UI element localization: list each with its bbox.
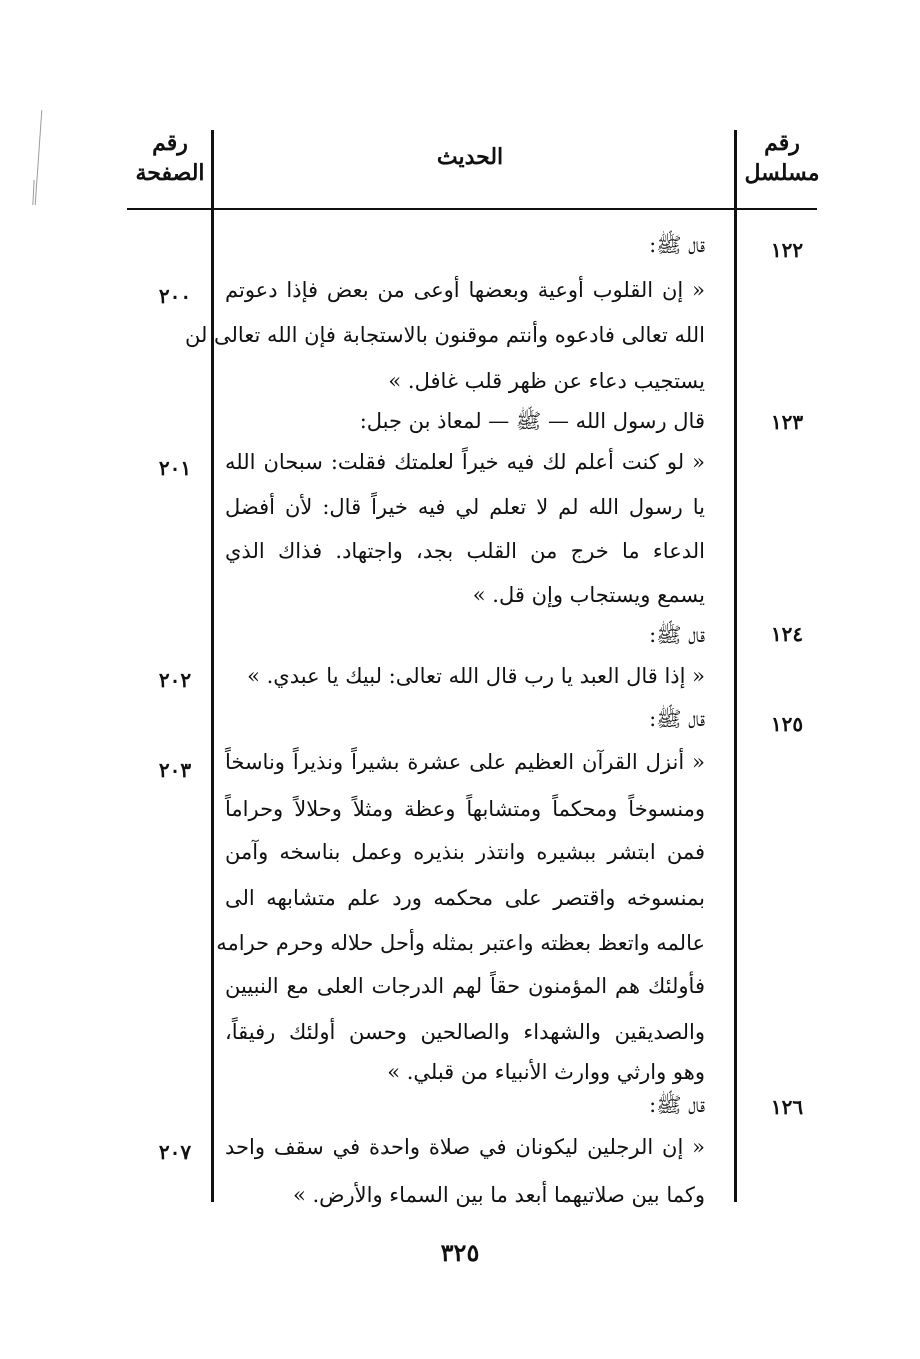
hadith-text-line: قال رسول الله — ﷺ — لمعاذ بن جبل: bbox=[359, 409, 705, 433]
hadith-column-header: الحديث bbox=[436, 144, 504, 170]
hadith-text-line: الدعاء ما خرج من القلب بجد، واجتهاد. فذاك الذي bbox=[225, 539, 705, 563]
page-number: ٣٢٥ bbox=[440, 1238, 480, 1267]
hadith-text-line: « لو كنت أعلم لك فيه خيراً لعلمتك فقلت: سبحان الله bbox=[225, 450, 705, 474]
hadith-text-line: « أنزل القرآن العظيم على عشرة بشيراً ونذيراً وناسخاً bbox=[225, 750, 705, 774]
hadith-text-line: قال ﷺ: bbox=[649, 623, 705, 647]
serial-column-header bbox=[742, 128, 822, 188]
serial-header-line2: مسلسل bbox=[744, 160, 820, 186]
hadith-text-line: الله تعالى فادعوه وأنتم موقنون بالاستجابة فإن الله تعالى لن bbox=[184, 323, 705, 347]
page-reference: ٢٠٧ bbox=[158, 1140, 192, 1164]
serial-number: ١٢٦ bbox=[770, 1095, 804, 1119]
page-header-line2: الصفحة bbox=[135, 160, 205, 186]
scan-mark bbox=[35, 110, 43, 205]
hadith-text-line: ومنسوخاً ومحكماً ومتشابهاً وعظة ومثلاً وحلالاً وحراماً bbox=[225, 797, 705, 821]
page-reference: ٢٠٣ bbox=[158, 758, 192, 782]
hadith-text-line: قال ﷺ: bbox=[649, 1093, 705, 1117]
page-reference: ٢٠٠ bbox=[158, 284, 192, 308]
hadith-text-line: « إذا قال العبد يا رب قال الله تعالى: لبيك يا عبدي. » bbox=[247, 664, 705, 688]
hadith-text-line: عالمه واتعظ بعظته واعتبر بمثله وأحل حلاله وحرم حرامه bbox=[216, 931, 705, 955]
serial-number: ١٢٥ bbox=[770, 712, 804, 736]
hadith-text-line: والصديقين والشهداء والصالحين وحسن أولئك رفيقاً، bbox=[225, 1020, 705, 1044]
page-header-line1: رقم bbox=[152, 130, 188, 156]
hadith-text-line: يسمع ويستجاب وإن قل. » bbox=[472, 583, 705, 607]
hadith-text-line: وكما بين صلاتيهما أبعد ما بين السماء والأرض. » bbox=[292, 1183, 705, 1207]
header-rule bbox=[127, 208, 817, 210]
page-column-header bbox=[130, 128, 210, 188]
hadith-text-line: فأولئك هم المؤمنون حقاً لهم الدرجات العلى مع النبيين bbox=[225, 974, 705, 998]
serial-column-divider bbox=[734, 130, 737, 1202]
hadith-text-line: بمنسوخه واقتصر على محكمه ورد علم متشابهه الى bbox=[225, 886, 705, 910]
hadith-text-line: قال ﷺ: bbox=[649, 233, 705, 257]
page-reference: ٢٠٢ bbox=[158, 668, 192, 692]
serial-number: ١٢٣ bbox=[770, 410, 804, 434]
hadith-text-line: « إن القلوب أوعية وبعضها أوعى من بعض فإذا دعوتم bbox=[225, 278, 705, 302]
hadith-text-line: يا رسول الله لم لا تعلم لي فيه خيراً قال: لأن أفضل bbox=[225, 495, 705, 519]
serial-number: ١٢٢ bbox=[770, 238, 804, 262]
page-column-divider bbox=[211, 130, 214, 1202]
hadith-text-line: قال ﷺ: bbox=[649, 707, 705, 731]
hadith-text-line: فمن ابتشر ببشيره وانتذر بنذيره وعمل بناسخه وآمن bbox=[225, 840, 705, 864]
hadith-text-line: وهو وارثي ووارث الأنبياء من قبلي. » bbox=[387, 1060, 705, 1084]
page-reference: ٢٠١ bbox=[158, 456, 192, 480]
serial-header-line1: رقم bbox=[764, 130, 800, 156]
hadith-text-line: « إن الرجلين ليكونان في صلاة واحدة في سقف واحد bbox=[225, 1135, 705, 1159]
serial-number: ١٢٤ bbox=[770, 622, 804, 646]
hadith-text-line: يستجيب دعاء عن ظهر قلب غافل. » bbox=[388, 369, 705, 393]
